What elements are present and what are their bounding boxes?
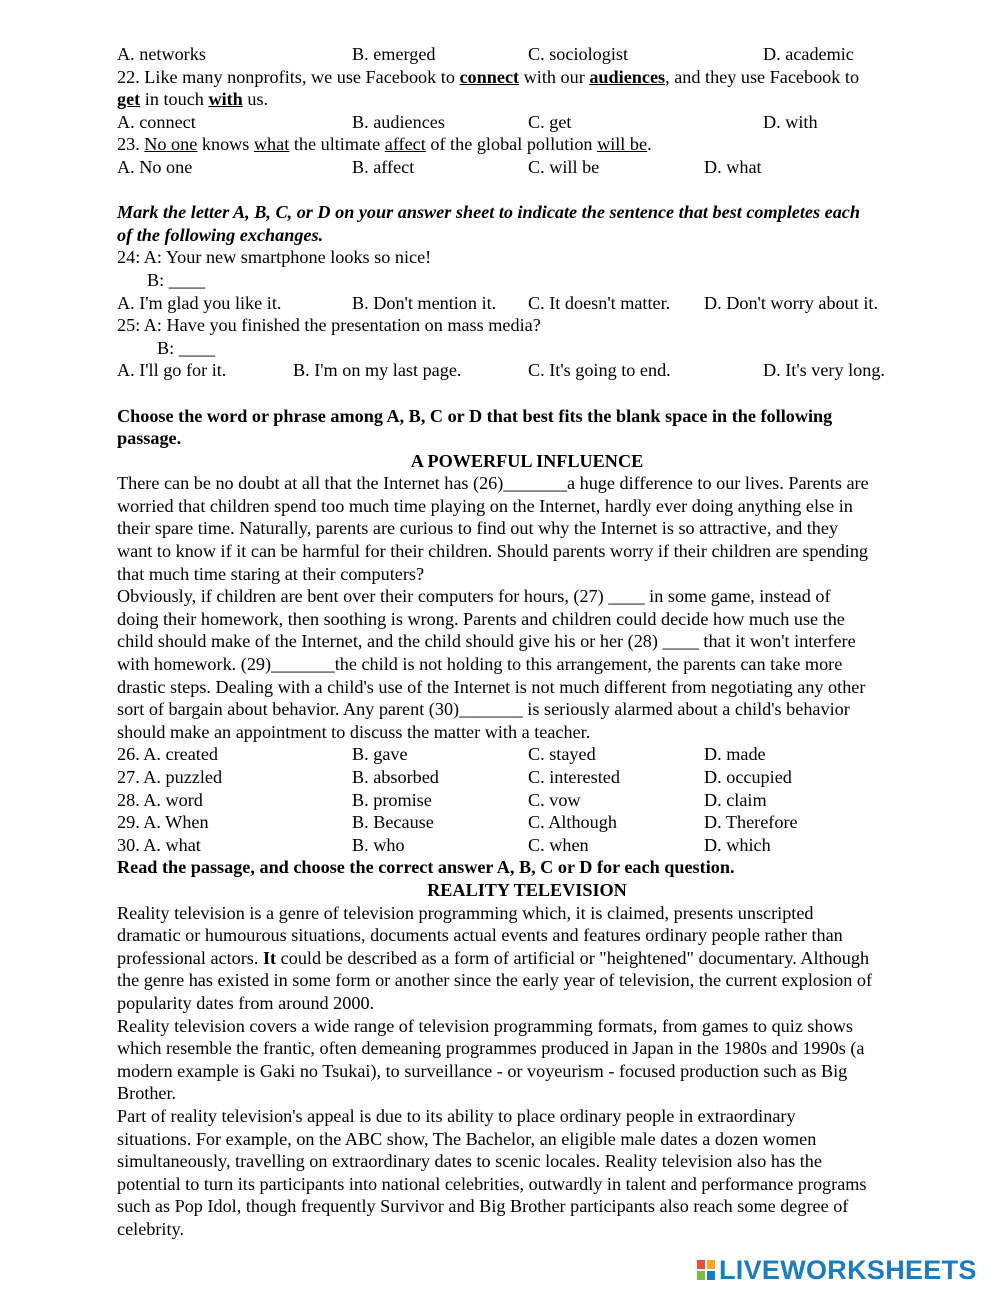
q23-option-a: A. No one — [117, 156, 193, 177]
passage-line: such as Pop Idol, though frequently Survivor and Big Brother participants also reach some degree of — [117, 1196, 849, 1217]
passage-line: professional actors. It could be described as a form of artificial or "heightened" documentary. Although — [117, 947, 870, 968]
passage-line: the genre has existed in some form or another since the early year of television, the current explosion of — [117, 970, 873, 991]
q22-option-c: C. get — [528, 111, 572, 132]
logo-square — [707, 1271, 715, 1280]
q30-option-b: B. who — [352, 834, 405, 855]
referent-it: It — [262, 947, 277, 968]
passage-line: with homework. (29)_______the child is not holding to this arrangement, the parents can take more — [117, 654, 843, 675]
q22-option-b: B. audiences — [352, 111, 445, 132]
passage-line: their spare time. Naturally, parents are curious to find out why the Internet is so attractive, and they — [117, 518, 839, 539]
q26-option-b: B. gave — [352, 744, 408, 765]
q21-option-b: B. emerged — [352, 44, 436, 64]
logo-square — [707, 1260, 715, 1269]
q28-option-d: D. claim — [704, 789, 767, 810]
q29-option-d: D. Therefore — [704, 812, 798, 833]
exchange-instruction-line1: Mark the letter A, B, C, or D on your answer sheet to indicate the sentence that best completes each — [117, 202, 860, 223]
passage-line: which resemble the frantic, often demeaning programmes produced in Japan in the 1980s and 1990s (a — [117, 1038, 865, 1059]
q25-options — [117, 359, 937, 382]
q28-option-b: B. promise — [352, 789, 432, 810]
q22-underlined-audiences: audiences — [589, 66, 666, 87]
passage-line: Obviously, if children are bent over their computers for hours, (27) ____ in some game, instead of — [117, 586, 831, 607]
q23-underlined-affect: affect — [384, 134, 426, 155]
q26-option-a: 26. A. created — [117, 744, 218, 765]
passage-line: potential to turn its participants into national celebrities, outwardly in talent and performance programs — [117, 1173, 867, 1194]
q22-underlined-with: with — [208, 89, 243, 110]
q29-option-c: C. Although — [528, 812, 617, 833]
passage-line: Reality television covers a wide range of television programming formats, from games to quiz shows — [117, 1015, 853, 1036]
q23-options — [117, 156, 937, 179]
q22-underlined-connect: connect — [459, 66, 520, 87]
q21-option-c: C. sociologist — [528, 44, 629, 64]
q30-option-d: D. which — [704, 834, 771, 855]
q21-options — [117, 43, 937, 66]
passage-line: Reality television is a genre of television programming which, it is claimed, presents unscripted — [117, 902, 814, 923]
q21-option-a: A. networks — [117, 44, 206, 64]
q25-option-b: B. I'm on my last page. — [293, 360, 462, 381]
cloze-instruction-line1: Choose the word or phrase among A, B, C or D that best fits the blank space in the following — [117, 405, 833, 426]
q25-speaker-b: B: ____ — [157, 337, 216, 358]
q22-option-d: D. with — [763, 111, 818, 132]
q28-options — [117, 789, 937, 812]
q25-speaker-a: 25: A: Have you finished the presentation on mass media? — [117, 315, 541, 336]
q28-option-a: 28. A. word — [117, 789, 203, 810]
passage-line: child should make of the Internet, and the child should give his or her (28) ____ that it won't interfere — [117, 631, 856, 652]
q30-option-a: 30. A. what — [117, 834, 201, 855]
q23-option-d: D. what — [704, 156, 762, 177]
q22-underlined-get: get — [117, 89, 141, 110]
q22-options — [117, 111, 937, 134]
passage-line: sort of bargain about behavior. Any parent (30)_______ is seriously alarmed about a child's behavior — [117, 699, 850, 720]
q23-option-c: C. will be — [528, 156, 600, 177]
passage-line: dramatic or humourous situations, documents actual events and features ordinary people rather than — [117, 925, 843, 946]
q27-option-c: C. interested — [528, 767, 620, 787]
passage-line: doing their homework, then soothing is wrong. Parents and children could decide how much use the — [117, 608, 845, 629]
q29-option-a: 29. A. When — [117, 812, 209, 833]
passage-line: situations. For example, on the ABC show, The Bachelor, an eligible male dates a dozen women — [117, 1128, 817, 1149]
q27-option-b: B. absorbed — [352, 767, 439, 787]
q22-question-cont: get in touch with us. — [117, 89, 269, 110]
cloze-instruction-line2: passage. — [117, 428, 182, 449]
passage-line: simultaneously, travelling on extraordinary dates to scenic locales. Reality television also has the — [117, 1151, 822, 1172]
reading-instruction: Read the passage, and choose the correct answer A, B, C or D for each question. — [117, 857, 735, 878]
passage1-title: A POWERFUL INFLUENCE — [410, 450, 644, 471]
q23-underlined-will-be: will be — [597, 134, 648, 155]
passage-line: There can be no doubt at all that the Internet has (26)_______a huge difference to our lives. Parents are — [117, 473, 869, 494]
q27-option-d: D. occupied — [704, 767, 792, 787]
passage2-body — [117, 902, 937, 1241]
logo-square — [697, 1271, 705, 1280]
q28-option-c: C. vow — [528, 789, 581, 810]
q24-option-b: B. Don't mention it. — [352, 292, 497, 313]
passage-line: celebrity. — [117, 1218, 184, 1239]
q26-option-c: C. stayed — [528, 744, 596, 765]
passage1-body — [117, 472, 937, 743]
passage-line: should make an appointment to discuss the matter with a teacher. — [117, 721, 591, 742]
passage-line: Brother. — [117, 1083, 177, 1104]
liveworksheets-logo[interactable] — [697, 1253, 977, 1287]
liveworksheets-logo-text: LIVEWORKSHEETS — [719, 1254, 977, 1285]
passage-line: Part of reality television's appeal is due to its ability to place ordinary people in extraordinary — [117, 1105, 796, 1126]
q23-option-b: B. affect — [352, 156, 415, 177]
q24-option-a: A. I'm glad you like it. — [117, 292, 282, 313]
cloze-options — [117, 743, 937, 856]
q22-question: 22. Like many nonprofits, we use Facebook to connect with our audiences, and they use Facebook to — [117, 66, 860, 87]
q21-option-d: D. academic — [763, 44, 854, 64]
q24-option-c: C. It doesn't matter. — [528, 292, 671, 313]
passage2-title: REALITY TELEVISION — [427, 879, 627, 900]
q24-speaker-a: 24: A: Your new smartphone looks so nice! — [117, 247, 432, 268]
q27-options — [117, 766, 937, 789]
q24-speaker-b: B: ____ — [147, 269, 206, 290]
worksheet-page — [117, 43, 937, 1240]
q29-options — [117, 811, 937, 834]
q25-option-a: A. I'll go for it. — [117, 360, 227, 381]
q23-question: 23. No one knows what the ultimate affect of the global pollution will be. — [117, 134, 652, 155]
q23-underlined-no-one: No one — [144, 134, 198, 155]
q24-options — [117, 292, 937, 315]
q26-options — [117, 743, 937, 766]
q25-option-d: D. It's very long. — [763, 360, 885, 381]
q29-option-b: B. Because — [352, 812, 434, 833]
liveworksheets-logo-icon — [697, 1260, 715, 1280]
passage-line: worried that children spend too much time playing on the Internet, hardly ever doing anything else in — [117, 495, 853, 516]
passage-line: modern example is Gaki no Tsukai), to surveillance - or voyeurism - focused production such as Big — [117, 1060, 848, 1081]
q23-underlined-what: what — [253, 134, 290, 155]
q30-options — [117, 834, 937, 857]
q24-option-d: D. Don't worry about it. — [704, 292, 879, 313]
passage-line: popularity dates from around 2000. — [117, 992, 375, 1013]
exchange-instruction-line2: of the following exchanges. — [117, 224, 324, 245]
q26-option-d: D. made — [704, 744, 766, 765]
passage-line: want to know if it can be harmful for their children. Should parents worry if their children are spending — [117, 541, 869, 562]
q30-option-c: C. when — [528, 834, 589, 855]
q27-option-a: 27. A. puzzled — [117, 767, 223, 787]
q25-option-c: C. It's going to end. — [528, 360, 671, 381]
logo-square — [697, 1260, 705, 1269]
passage-line: drastic steps. Dealing with a child's use of the Internet is not much different from negotiating any other — [117, 676, 866, 697]
passage-line: that much time staring at their computers? — [117, 563, 425, 584]
q22-option-a: A. connect — [117, 111, 196, 132]
